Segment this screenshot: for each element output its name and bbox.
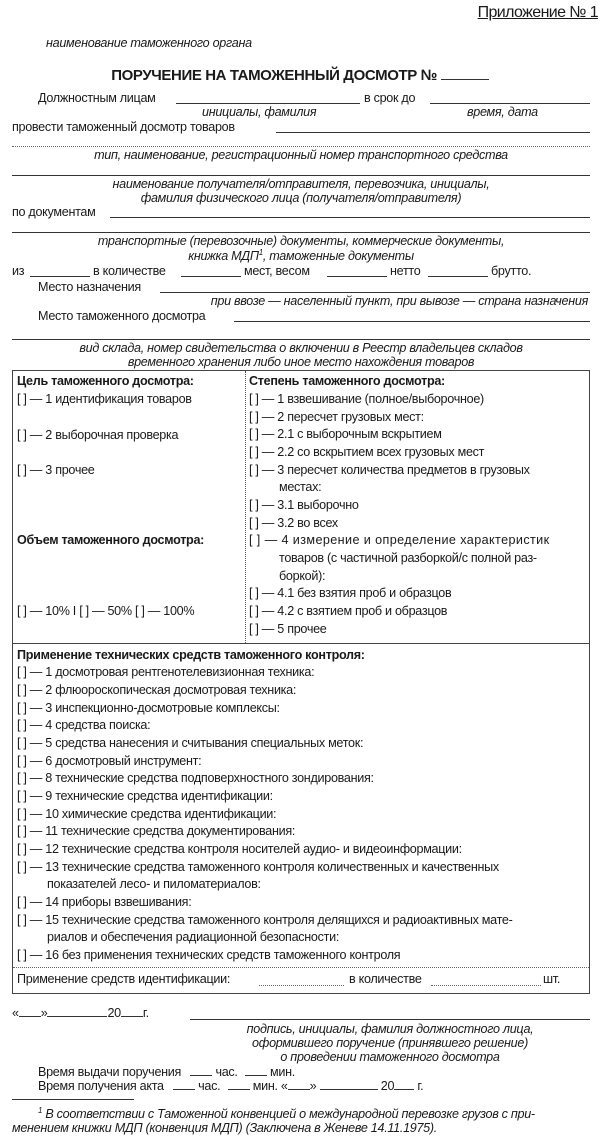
technical-option-3[interactable]: [ ] — 3 инспекционно-досмотровые комплексы: (17, 701, 280, 715)
act-minutes-label: мин. (252, 1079, 278, 1093)
identification-divider (13, 967, 589, 968)
deadline-caption: время, дата (467, 105, 538, 119)
inspection-form-box (12, 370, 590, 994)
deadline-label: в срок до (364, 91, 416, 105)
footnote-text-1: В соответствии с Таможенной конвенцией о международной перевозке грузов с при- (45, 1107, 535, 1122)
degree-option-4[interactable]: [ ] — 4 измерение и определение характеристик (249, 533, 550, 547)
issue-minutes-field[interactable] (245, 1075, 267, 1076)
documents-field-2[interactable] (12, 232, 590, 233)
technical-option-6[interactable]: [ ] — 6 досмотровый инструмент: (17, 754, 202, 768)
act-hours-field[interactable] (173, 1089, 195, 1090)
technical-heading: Применение технических средств таможенного контроля: (17, 648, 365, 662)
order-number-field[interactable] (441, 79, 489, 80)
act-quote-close: » (309, 1079, 317, 1093)
degree-option-4-1[interactable]: [ ] — 4.1 без взятия проб и образцов (249, 586, 452, 600)
degree-option-3-2[interactable]: [ ] — 3.2 во всех (249, 516, 338, 530)
act-day-field[interactable] (288, 1089, 310, 1090)
technical-option-10[interactable]: [ ] — 10 химические средства идентификации: (17, 807, 277, 821)
destination-caption: при ввозе — населенный пункт, при вывозе — страна назначения (210, 294, 588, 308)
minutes-label: мин. (270, 1065, 295, 1079)
destination-field[interactable] (160, 292, 590, 293)
places-weight-label: мест, весом (244, 264, 310, 278)
technical-option-16[interactable]: [ ] — 16 без применения технических средств таможенного контроля (17, 948, 401, 962)
year-field[interactable] (121, 1016, 143, 1017)
technical-option-2[interactable]: [ ] — 2 флюороскопическая досмотровая техника: (17, 683, 297, 697)
vehicle-caption: тип, наименование, регистрационный номер транспортного средства (94, 148, 508, 162)
documents-caption-1: транспортные (перевозочные) документы, коммерческие документы, (97, 234, 505, 248)
issue-time-row (38, 1065, 295, 1079)
warehouse-caption-1: вид склада, номер свидетельства о включении в Реестр владельцев складов (79, 341, 523, 355)
vehicle-field[interactable] (12, 146, 590, 147)
recipient-caption-1: наименование получателя/отправителя, перевозчика, инициалы, (112, 177, 490, 191)
act-quote-open: « (280, 1079, 288, 1093)
degree-option-3[interactable]: [ ] — 3 пересчет количества предметов в грузовых (249, 463, 530, 477)
identification-qty-label: в количестве (349, 972, 422, 986)
officials-field[interactable] (176, 103, 360, 104)
title-text: ПОРУЧЕНИЕ НА ТАМОЖЕННЫЙ ДОСМОТР № (111, 67, 437, 84)
annex-label: Приложение № 1 (477, 4, 598, 21)
officials-label: Должностным лицам (38, 91, 156, 105)
footnote-line-2: менением книжки МДП (конвенция МДП) (Заключена в Женеве 14.11.1975). (12, 1121, 437, 1135)
footnote-rule (12, 1099, 134, 1100)
technical-option-11[interactable]: [ ] — 11 технические средства документирования: (17, 824, 296, 838)
recipient-field[interactable] (12, 175, 590, 176)
technical-option-15[interactable]: [ ] — 15 технические средства таможенного контроля делящихся и радиоактивных мате- (17, 913, 513, 927)
technical-option-12[interactable]: [ ] — 12 технические средства контроля носителей аудио- и видеоинформации: (17, 842, 462, 856)
act-year-field[interactable] (394, 1089, 414, 1090)
column-divider (245, 371, 246, 643)
technical-option-15-cont: риалов и обеспечения радиационной безопасности: (47, 930, 340, 944)
net-label: нетто (390, 264, 421, 278)
degree-option-5[interactable]: [ ] — 5 прочее (249, 622, 327, 636)
footnote-ref[interactable]: 1 (258, 248, 263, 257)
issue-hours-field[interactable] (190, 1075, 212, 1076)
destination-label: Место назначения (38, 280, 141, 294)
customs-authority-caption: наименование таможенного органа (46, 36, 252, 50)
degree-option-2-1[interactable]: [ ] — 2.1 с выборочным вскрытием (249, 427, 442, 441)
act-year-suffix: г. (417, 1079, 424, 1093)
technical-option-8[interactable]: [ ] — 8 технические средства подповерхностного зондирования: (17, 771, 374, 785)
act-year-prefix: 20 (380, 1079, 395, 1093)
purpose-option-2[interactable]: [ ] — 2 выборочная проверка (17, 428, 179, 442)
degree-option-4-cont-2: боркой): (279, 569, 326, 583)
degree-option-2[interactable]: [ ] — 2 пересчет грузовых мест: (249, 410, 424, 424)
quote-close: » (40, 1006, 48, 1020)
gross-label: брутто. (491, 264, 532, 278)
inspect-goods-field[interactable] (276, 132, 590, 133)
technical-option-13[interactable]: [ ] — 13 технические средства таможенного контроля количественных и качественных (17, 860, 499, 874)
gross-weight-field[interactable] (428, 276, 488, 277)
documents-label: по документам (12, 205, 96, 219)
signature-caption-1: подпись, инициалы, фамилия должностного лица, (246, 1022, 534, 1036)
documents-caption-2 (12, 248, 590, 263)
purpose-heading: Цель таможенного досмотра: (17, 374, 194, 388)
month-field[interactable] (47, 1016, 107, 1017)
purpose-option-3[interactable]: [ ] — 3 прочее (17, 463, 95, 477)
degree-option-3-cont: местах: (279, 480, 322, 494)
signature-caption-2: оформившего поручение (принявшего решение) (252, 1036, 528, 1050)
warehouse-caption-2: временного хранения либо иное место нахождения товаров (127, 355, 475, 369)
warehouse-field[interactable] (12, 339, 590, 340)
issue-time-label: Время выдачи поручения (38, 1065, 182, 1079)
hours-label: час. (215, 1065, 238, 1079)
identification-unit: шт. (543, 972, 561, 986)
signature-field[interactable] (190, 1019, 590, 1020)
identification-label: Применение средств идентификации: (17, 972, 231, 986)
footnote-line-1 (38, 1106, 535, 1121)
customs-docs-label: , таможенные документы (262, 249, 414, 264)
year-suffix: г. (142, 1006, 149, 1020)
degree-option-2-2[interactable]: [ ] — 2.2 со вскрытием всех грузовых мест (249, 445, 485, 459)
deadline-field[interactable] (430, 103, 590, 104)
technical-option-13-cont: показателей лесо- и пиломатериалов: (47, 877, 261, 891)
quote-open: « (12, 1006, 19, 1020)
section-divider (13, 643, 589, 644)
degree-option-3-1[interactable]: [ ] — 3.1 выборочно (249, 498, 359, 512)
degree-option-4-cont-1: товаров (с частичной разборкой/с полной раз- (279, 551, 537, 565)
act-time-label: Время получения акта (38, 1079, 164, 1093)
act-hours-label: час. (198, 1079, 221, 1093)
technical-option-5[interactable]: [ ] — 5 средства нанесения и считывания специальных меток: (17, 736, 364, 750)
tir-label: книжка МДП (188, 249, 259, 264)
degree-heading: Степень таможенного досмотра: (249, 374, 445, 388)
act-month-field[interactable] (320, 1089, 378, 1090)
inspection-place-label: Место таможенного досмотра (38, 309, 206, 323)
technical-option-14[interactable]: [ ] — 14 приборы взвешивания: (17, 895, 192, 909)
net-weight-field[interactable] (327, 276, 387, 277)
day-field[interactable] (19, 1016, 41, 1017)
technical-option-4[interactable]: [ ] — 4 средства поиска: (17, 718, 151, 732)
identification-means-field[interactable] (259, 985, 344, 986)
act-minutes-field[interactable] (228, 1089, 250, 1090)
officials-caption: инициалы, фамилия (202, 105, 317, 119)
from-label: из (12, 264, 25, 278)
technical-option-9[interactable]: [ ] — 9 технические средства идентификации: (17, 789, 273, 803)
footnote-mark: 1 (38, 1106, 43, 1115)
degree-option-4-2[interactable]: [ ] — 4.2 с взятием проб и образцов (249, 604, 448, 618)
inspection-place-field[interactable] (234, 321, 590, 322)
quantity-label: в количестве (93, 264, 166, 278)
act-time-row (38, 1079, 423, 1093)
signature-date (12, 1006, 149, 1020)
volume-heading: Объем таможенного досмотра: (17, 533, 205, 547)
signature-caption-3: о проведении таможенного досмотра (280, 1050, 500, 1064)
year-prefix: 20 (107, 1006, 121, 1020)
technical-option-1[interactable]: [ ] — 1 досмотровая рентгенотелевизионная техника: (17, 665, 315, 679)
volume-options[interactable]: [ ] — 10% I [ ] — 50% [ ] — 100% (17, 604, 195, 618)
inspect-goods-label: провести таможенный досмотр товаров (12, 120, 235, 134)
recipient-caption-2: фамилия физического лица (получателя/отправителя) (140, 191, 462, 205)
degree-option-1[interactable]: [ ] — 1 взвешивание (полное/выборочное) (249, 392, 484, 406)
from-field[interactable] (30, 276, 90, 277)
identification-qty-field[interactable] (431, 985, 541, 986)
documents-field[interactable] (110, 217, 590, 218)
page-title (0, 67, 600, 84)
purpose-option-1[interactable]: [ ] — 1 идентификация товаров (17, 392, 192, 406)
quantity-field[interactable] (181, 276, 241, 277)
